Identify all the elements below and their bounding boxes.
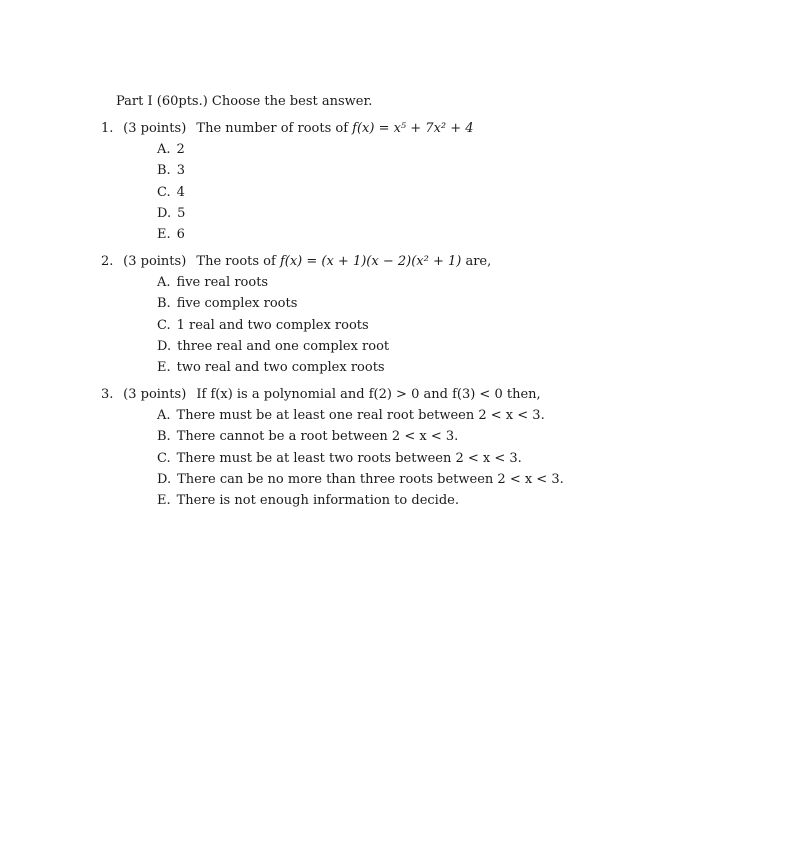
answer-option-a	[157, 409, 564, 430]
part-heading: Part I (60pts.) Choose the best answer.	[116, 94, 373, 109]
option-text: 5	[177, 205, 186, 221]
option-text: There can be no more than three roots between 2 < x < 3.	[177, 471, 564, 487]
option-text: 1 real and two complex roots	[176, 317, 369, 333]
question-points: (3 points)	[123, 387, 187, 402]
question-3-options	[157, 409, 564, 515]
option-text: two real and two complex roots	[176, 360, 385, 376]
option-text: 3	[176, 163, 185, 179]
question-points: (3 points)	[123, 254, 187, 269]
answer-option-d	[157, 207, 185, 228]
option-text: 2	[176, 142, 185, 157]
answer-option-b	[157, 164, 185, 185]
option-letter: D.	[157, 338, 172, 354]
option-text: There is not enough information to decide.	[176, 493, 459, 509]
option-letter: A.	[157, 408, 171, 423]
question-1-options	[157, 143, 185, 249]
answer-option-d	[157, 340, 389, 361]
option-letter: E.	[157, 493, 171, 509]
answer-option-e	[157, 494, 564, 515]
answer-option-e	[157, 228, 185, 249]
option-text: 4	[176, 184, 185, 200]
option-text: five real roots	[176, 275, 269, 290]
question-text: If f(x) is a polynomial and f(2) > 0 and f(3) < 0 then,	[196, 387, 541, 402]
question-1	[101, 121, 474, 136]
question-text: The roots of	[196, 254, 276, 269]
option-letter: C.	[157, 450, 171, 466]
answer-option-c	[157, 452, 564, 473]
option-letter: C.	[157, 317, 171, 333]
option-text: There cannot be a root between 2 < x < 3.	[176, 429, 459, 445]
answer-option-e	[157, 361, 389, 382]
question-text: The number of roots of	[196, 121, 349, 136]
answer-option-a	[157, 143, 185, 164]
answer-option-b	[157, 297, 389, 318]
option-letter: B.	[157, 163, 171, 179]
question-tail: are,	[465, 254, 492, 269]
option-letter: B.	[157, 296, 171, 312]
option-letter: A.	[157, 142, 171, 157]
answer-option-b	[157, 430, 564, 451]
question-math: f(x) = (x + 1)(x − 2)(x² + 1)	[279, 254, 462, 269]
question-math: f(x) = x⁵ + 7x² + 4	[352, 121, 474, 136]
question-3	[101, 387, 541, 402]
answer-option-d	[157, 473, 564, 494]
option-letter: E.	[157, 360, 171, 376]
option-letter: C.	[157, 184, 171, 200]
question-points: (3 points)	[123, 121, 187, 136]
question-number: 3.	[101, 387, 114, 402]
option-letter: E.	[157, 227, 171, 243]
question-2	[101, 254, 491, 269]
answer-option-a	[157, 276, 389, 297]
option-text: five complex roots	[176, 296, 298, 312]
answer-option-c	[157, 319, 389, 340]
question-2-options	[157, 276, 389, 382]
option-letter: A.	[157, 275, 171, 290]
option-text: There must be at least two roots between 2 < x < 3.	[176, 450, 522, 466]
option-text: 6	[176, 227, 185, 243]
question-number: 2.	[101, 254, 114, 269]
option-text: three real and one complex root	[177, 338, 390, 354]
option-letter: D.	[157, 471, 172, 487]
option-letter: B.	[157, 429, 171, 445]
option-text: There must be at least one real root between 2 < x < 3.	[176, 408, 545, 423]
answer-option-c	[157, 186, 185, 207]
option-letter: D.	[157, 205, 172, 221]
question-number: 1.	[101, 121, 114, 136]
